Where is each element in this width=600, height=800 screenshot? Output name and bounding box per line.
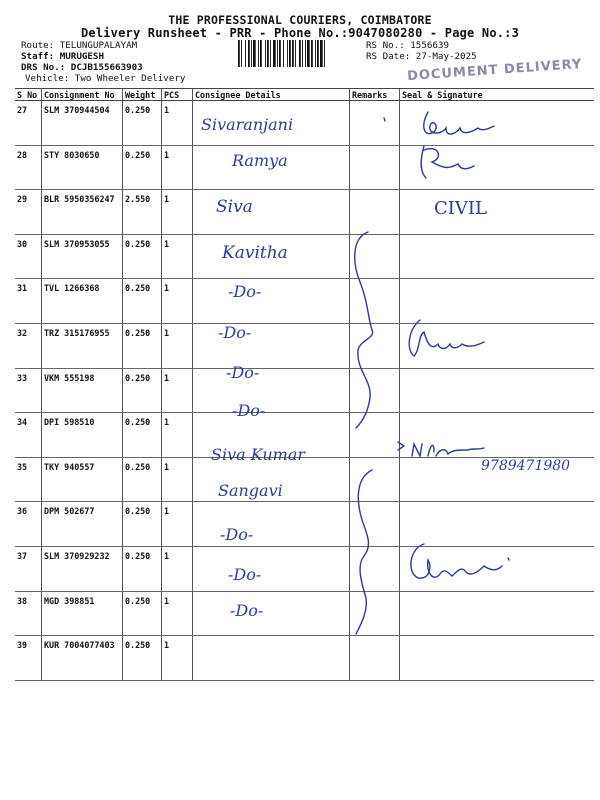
- row-weight: 0.250: [123, 546, 162, 591]
- consignee-hw-27: Sivaranjani: [201, 115, 294, 134]
- row-consignment: MGD 398851: [42, 591, 123, 636]
- consignee-hw-39: -Do-: [230, 601, 264, 620]
- table-row: [15, 101, 594, 146]
- row-signature: [400, 145, 595, 190]
- row-consignment: KUR 7004077403: [42, 636, 123, 681]
- barcode-bar: [324, 40, 325, 67]
- row-pcs: 1: [162, 591, 193, 636]
- row-weight: 0.250: [123, 502, 162, 547]
- row-signature: [400, 190, 595, 235]
- table-row: [15, 145, 594, 190]
- barcode-bar: [260, 40, 262, 67]
- barcode-bar: [270, 40, 271, 67]
- consignee-hw-38: -Do-: [228, 565, 262, 584]
- staff-label: [21, 52, 104, 63]
- row-pcs: 1: [162, 101, 193, 146]
- col-consignee: Consignee Details: [193, 89, 350, 101]
- row-consignee: [193, 323, 350, 368]
- row-consignment: VKM 555198: [42, 368, 123, 413]
- barcode-bar: [287, 40, 288, 67]
- row-sno: 38: [15, 591, 42, 636]
- drs-label: [21, 63, 143, 74]
- row-weight: 0.250: [123, 145, 162, 190]
- consignee-hw-28: Ramya: [232, 151, 288, 170]
- row-signature: [400, 591, 595, 636]
- staff-value: Staff: MURUGESH: [21, 51, 104, 62]
- row-sno: 34: [15, 413, 42, 458]
- row-consignment: SLM 370953055: [42, 234, 123, 279]
- table-row: [15, 279, 594, 324]
- vehicle-label: Vehicle: Two Wheeler Delivery: [25, 73, 186, 84]
- col-consignment: Consignment No: [42, 89, 123, 101]
- barcode-bar: [307, 40, 310, 67]
- barcode-bar: [279, 40, 281, 67]
- row-remarks: [350, 190, 400, 235]
- barcode-bar: [273, 40, 276, 67]
- row-remarks: [350, 636, 400, 681]
- barcode-image: [237, 40, 359, 67]
- row-remarks: [350, 323, 400, 368]
- col-sno: S No: [15, 89, 42, 101]
- consignee-hw-33: -Do-: [226, 363, 260, 382]
- phone-hw-35: 9789471980: [481, 458, 571, 474]
- row-signature: [400, 636, 595, 681]
- rs-number: RS No.: 1556639: [366, 40, 449, 51]
- row-signature: [400, 457, 595, 502]
- report-subtitle: Delivery Runsheet - PRR - Phone No.:9047080280 - Page No.:3: [80, 26, 520, 40]
- barcode-bar: [292, 40, 294, 67]
- row-sno: 30: [15, 234, 42, 279]
- row-weight: 0.250: [123, 413, 162, 458]
- row-consignee: [193, 546, 350, 591]
- barcode-bar: [320, 40, 323, 67]
- consignee-hw-32: -Do-: [218, 323, 252, 342]
- drs-value: DRS No.: DCJB155663903: [21, 62, 143, 73]
- col-pcs: PCS: [162, 89, 193, 101]
- row-sno: 27: [15, 101, 42, 146]
- row-signature: [400, 368, 595, 413]
- row-weight: 2.550: [123, 190, 162, 235]
- row-consignee: [193, 591, 350, 636]
- report-title: THE PROFESSIONAL COURIERS, COIMBATORE: [168, 13, 432, 27]
- barcode-bar: [295, 40, 296, 67]
- row-consignment: BLR 5950356247: [42, 190, 123, 235]
- barcode-bar: [283, 40, 284, 67]
- row-sno: 32: [15, 323, 42, 368]
- row-remarks: [350, 279, 400, 324]
- row-consignment: TKY 940557: [42, 457, 123, 502]
- consignee-hw-31: -Do-: [228, 282, 262, 301]
- row-consignment: SLM 370944504: [42, 101, 123, 146]
- barcode-bar: [317, 40, 319, 67]
- row-remarks: [350, 145, 400, 190]
- row-sno: 33: [15, 368, 42, 413]
- row-remarks: [350, 457, 400, 502]
- row-consignment: SLM 370929232: [42, 546, 123, 591]
- barcode-bar: [305, 40, 306, 67]
- row-pcs: 1: [162, 190, 193, 235]
- row-consignee: [193, 190, 350, 235]
- row-consignment: STY 8030650: [42, 145, 123, 190]
- col-signature: Seal & Signature: [400, 89, 595, 101]
- table-row: [15, 502, 594, 547]
- table-row: [15, 457, 594, 502]
- table-header-row: [15, 89, 594, 101]
- row-signature: [400, 413, 595, 458]
- table-row: [15, 234, 594, 279]
- table-row: [15, 368, 594, 413]
- row-pcs: 1: [162, 323, 193, 368]
- row-consignee: [193, 279, 350, 324]
- row-consignee: [193, 457, 350, 502]
- barcode-bar: [265, 40, 266, 67]
- row-sno: 39: [15, 636, 42, 681]
- row-signature: [400, 234, 595, 279]
- row-consignee: [193, 368, 350, 413]
- row-sno: 31: [15, 279, 42, 324]
- col-remarks: Remarks: [350, 89, 400, 101]
- table-row: [15, 413, 594, 458]
- row-consignee: [193, 234, 350, 279]
- barcode-bar: [245, 40, 246, 67]
- row-sno: 37: [15, 546, 42, 591]
- barcode-bar: [258, 40, 259, 67]
- row-weight: 0.250: [123, 368, 162, 413]
- row-weight: 0.250: [123, 323, 162, 368]
- barcode-bar: [299, 40, 301, 67]
- row-remarks: [350, 591, 400, 636]
- row-pcs: 1: [162, 636, 193, 681]
- barcode-bar: [277, 40, 278, 67]
- row-consignment: TVL 1266368: [42, 279, 123, 324]
- table-row: [15, 190, 594, 235]
- consignee-hw-29: Siva: [216, 197, 253, 217]
- barcode-bar: [238, 40, 240, 67]
- barcode-bar: [311, 40, 313, 67]
- barcode-bar: [241, 40, 242, 67]
- row-remarks: [350, 234, 400, 279]
- barcode-bar: [315, 40, 316, 67]
- row-consignment: DPM 502677: [42, 502, 123, 547]
- route-label: Route: TELUNGUPALAYAM: [21, 40, 138, 51]
- consignee-hw-36: Sangavi: [218, 481, 283, 500]
- row-signature: [400, 502, 595, 547]
- row-signature: [400, 546, 595, 591]
- row-remarks: [350, 101, 400, 146]
- barcode-bar: [248, 40, 250, 67]
- table-row: [15, 591, 594, 636]
- barcode-bar: [289, 40, 291, 67]
- row-signature: [400, 323, 595, 368]
- col-weight: Weight: [123, 89, 162, 101]
- row-remarks: [350, 413, 400, 458]
- barcode-bar: [302, 40, 303, 67]
- table-row: [15, 323, 594, 368]
- table-row: [15, 546, 594, 591]
- runsheet-table: [15, 88, 594, 681]
- row-pcs: 1: [162, 457, 193, 502]
- row-consignee: [193, 145, 350, 190]
- table-row: [15, 636, 594, 681]
- barcode-bar: [253, 40, 256, 67]
- row-consignment: DPI 598510: [42, 413, 123, 458]
- row-pcs: 1: [162, 279, 193, 324]
- row-consignee: [193, 101, 350, 146]
- document-delivery-stamp: DOCUMENT DELIVERY: [406, 56, 583, 85]
- row-pcs: 1: [162, 368, 193, 413]
- seal-hw-29: CIVIL: [434, 198, 487, 219]
- row-pcs: 1: [162, 145, 193, 190]
- row-pcs: 1: [162, 502, 193, 547]
- row-consignee: [193, 636, 350, 681]
- row-weight: 0.250: [123, 279, 162, 324]
- consignee-hw-35: Siva Kumar: [211, 445, 306, 464]
- row-sno: 36: [15, 502, 42, 547]
- row-sno: 28: [15, 145, 42, 190]
- rs-date: RS Date: 27-May-2025: [366, 51, 477, 62]
- row-signature: [400, 101, 595, 146]
- row-remarks: [350, 546, 400, 591]
- row-weight: 0.250: [123, 457, 162, 502]
- consignee-hw-34: -Do-: [232, 401, 266, 420]
- row-remarks: [350, 368, 400, 413]
- row-sno: 35: [15, 457, 42, 502]
- row-pcs: 1: [162, 413, 193, 458]
- row-consignee: [193, 502, 350, 547]
- row-signature: [400, 279, 595, 324]
- row-weight: 0.250: [123, 234, 162, 279]
- row-consignee: [193, 413, 350, 458]
- consignee-hw-30: Kavitha: [222, 243, 288, 263]
- row-weight: 0.250: [123, 591, 162, 636]
- row-weight: 0.250: [123, 636, 162, 681]
- row-sno: 29: [15, 190, 42, 235]
- row-pcs: 1: [162, 234, 193, 279]
- row-remarks: [350, 502, 400, 547]
- row-pcs: 1: [162, 546, 193, 591]
- row-consignment: TRZ 315176955: [42, 323, 123, 368]
- barcode-bar: [267, 40, 269, 67]
- consignee-hw-37: -Do-: [220, 525, 254, 544]
- barcode-bar: [251, 40, 252, 67]
- row-weight: 0.250: [123, 101, 162, 146]
- table-body: [15, 101, 594, 681]
